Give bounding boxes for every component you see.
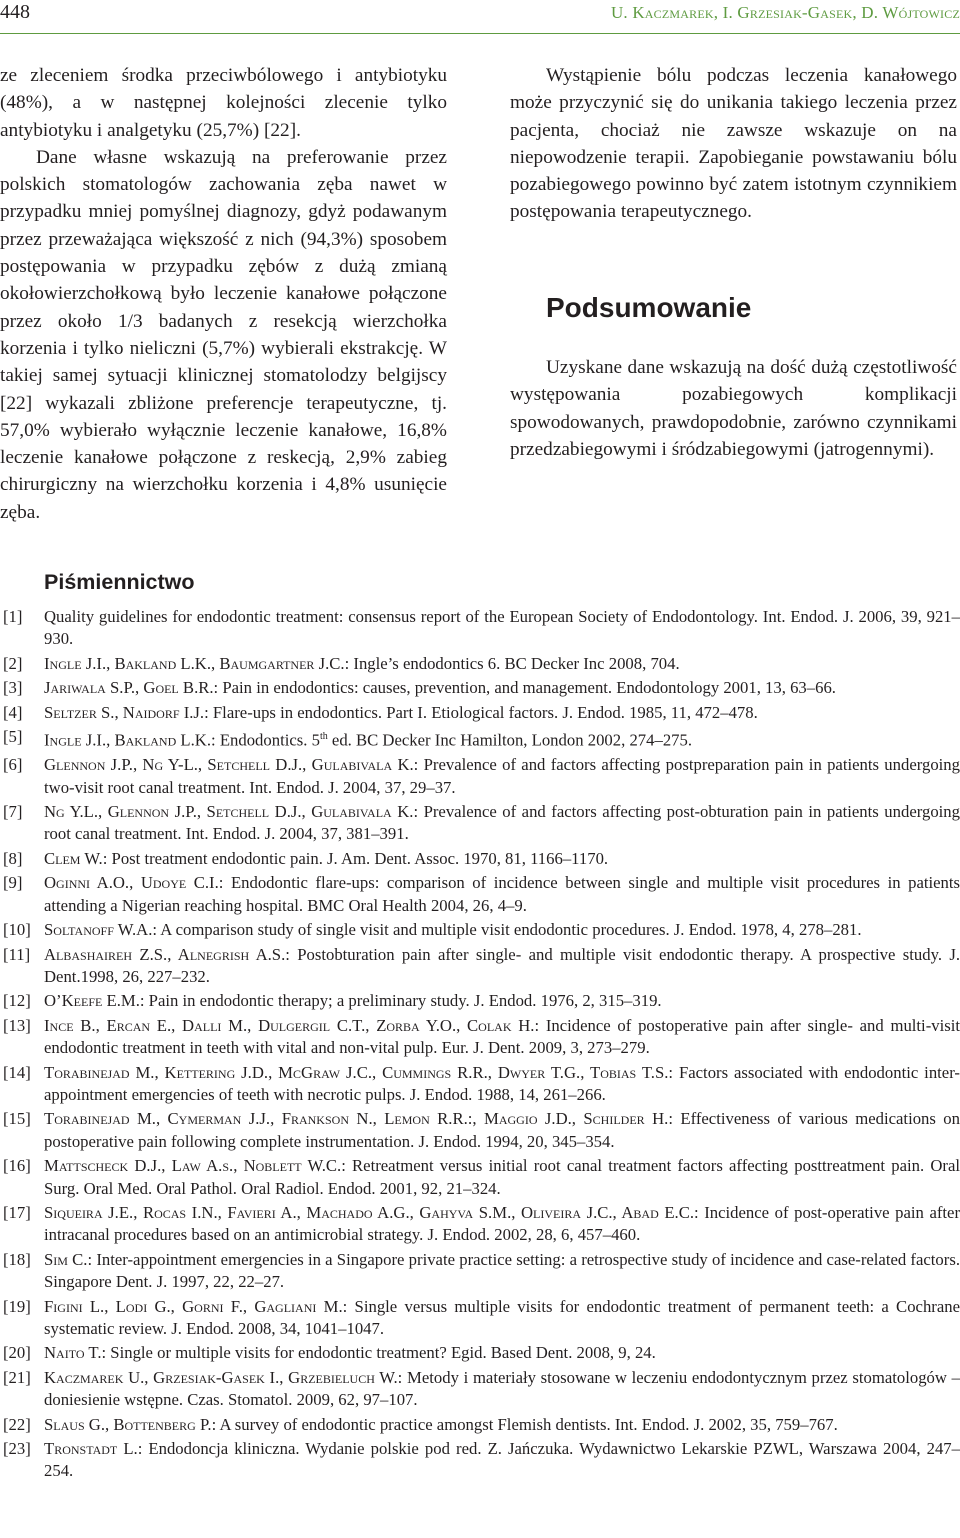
reference-text: : Endodoncja kliniczna. Wydanie polskie pod red. Z. Jańczuka. Wydawnictwo Lekarskie PZWL, Warszawa 2004, 247–254. [44,1439,960,1481]
header-rule [0,33,960,34]
reference-authors: Siqueira J.E., Rocas I.N., Favieri A., Machado A.G., Gahyva S.M., Oliveira J.C., Abad E.C. [44,1202,695,1222]
reference-number: [16] [3,1156,31,1176]
reference-item [0,1015,960,1060]
reference-text: : Endodontics. 5 [211,730,320,750]
running-head-authors: U. Kaczmarek, I. Grzesiak-Gasek, D. Wójtowicz [610,3,960,22]
reference-text: : Prevalence of and factors affecting postpreparation pain in patients undergoing two-visit root canal treatment. Int. Endod. J. 2004, 37, 29–37. [44,755,960,797]
reference-item [0,944,960,989]
reference-text: : Incidence of postoperative pain after single- and multi-visit endodontic treatment in teeth with vital and non-vital pulp. Eur. J. Dent. 2009, 3, 273–279. [44,1015,960,1058]
reference-text: : Single versus multiple visits for endodontic treatment of permanent teeth: a Cochrane systematic review. J. Endod. 2008, 34, 1041–1047. [44,1296,960,1338]
reference-item [0,1062,960,1107]
reference-item [0,702,960,724]
reference-item [0,726,960,752]
reference-text: Quality guidelines for endodontic treatment: consensus report of the European Society of Endodontology. Int. Endod. J. 2006, 39, 921–930. [44,607,960,649]
reference-authors: Slaus G., Bottenberg P. [44,1414,212,1434]
reference-item [0,919,960,941]
reference-authors: Seltzer S., Naidorf I.J. [44,702,205,722]
reference-text: : Retreatment versus initial root canal treatment factors affecting posttreatment pain. Oral Surg. Oral Med. Oral Pathol. Oral Radiol. Endod. 2001, 92, 21–324. [44,1156,960,1198]
reference-authors: Oginni A.O., Udoye C.I. [44,873,219,893]
reference-number: [10] [3,920,31,940]
reference-item [0,1367,960,1412]
left-column [0,62,447,526]
reference-item [0,848,960,870]
reference-item [0,801,960,846]
reference-number: [1] [3,607,23,626]
reference-text: : Incidence of post-operative pain after intracanal procedures based on an antimicrobial strategy. J. Endod. 2002, 28, 6, 457–460. [44,1202,960,1245]
reference-authors: Clem W. [44,848,103,868]
reference-text: : Ingle’s endodontics 6. BC Decker Inc 2008, 704. [344,653,680,673]
reference-number: [12] [3,991,31,1011]
reference-number: [23] [3,1439,31,1459]
reference-number: [8] [3,848,23,868]
reference-authors: Ince B., Ercan E., Dalli M., Dulgergil C.T., Zorba Y.O., Colak H. [44,1015,535,1035]
reference-item [0,872,960,917]
reference-item [0,653,960,675]
reference-number: [6] [3,755,23,775]
reference-item [0,990,960,1012]
reference-text: : Endodontic flare-ups: comparison of incidence between single and multiple visit procedures in patients attending a Nigerian reaching hospital. BMC Oral Health 2004, 26, 4–9. [44,873,960,915]
reference-authors: Torabinejad M., Kettering J.D., McGraw J.C., Cummings R.R., Dwyer T.G., Tobias T.S. [44,1062,669,1082]
reference-number: [22] [3,1414,31,1434]
reference-text: : A comparison study of single visit and multiple visit endodontic procedures. J. Endod. 1978, 4, 278–281. [152,920,862,940]
reference-text: : Effectiveness of various medications on postoperative pain following complete instrumentation. J. Endod. 1994, 20, 345–354. [44,1109,960,1151]
reference-authors: Figini L., Lodi G., Gorni F., Gagliani M. [44,1296,343,1316]
reference-authors: Sim C. [44,1249,88,1269]
reference-number: [7] [3,802,23,822]
reference-item [0,1296,960,1341]
reference-authors: Ng Y.L., Glennon J.P., Setchell D.J., Gulabivala K. [44,802,414,822]
reference-text-cont: ed. BC Decker Inc Hamilton, London 2002, 274–275. [327,730,693,750]
reference-number: [15] [3,1109,31,1129]
reference-item [0,1438,960,1483]
paragraph-pain: Wystąpienie bólu podczas leczenia kanałowego może przyczynić się do unikania takiego leczenia przez pacjenta, chociaż nie zawsze wskazuje on na niepowodzenie terapii. Zapobieganie powstawaniu bólu pozabiegowego powinno być zatem istotnym czynnikiem postępowania terapeutycznego. [510,65,957,223]
reference-item [0,1155,960,1200]
reference-number: [21] [3,1367,31,1387]
paragraph-own-data: Dane własne wskazują na preferowanie przez polskich stomatologów zachowania zęba nawet w przypadku mniej pomyślnej diagnozy, gdyż podawanym przez przeważająca większość z nich (94,3%) sposobem postępowania w przypadku zębów z dużą zmianą okołowierzchołkową było leczenie kanałowe połączone przez około 1/3 badanych z resekcją wierzchołka korzenia i tylko nieliczni (5,7%) wybierali ekstrakcję. W takiej samej sytuacji klinicznej stomatolodzy belgijscy [22] wykazali zbliżone preferencje terapeutyczne, tj. 57,0% wybierało wyłącznie leczenie kanałowe, 16,8% leczenie kanałowe połączone z reskecją, 2,9% zabieg chirurgiczny na wierzchołku korzenia i 4,8% usunięcie zęba. [0,146,447,523]
reference-text: : Postobturation pain after single- and multiple visit endodontic therapy. A prospective study. J. Dent.1998, 26, 227–232. [44,944,960,986]
reference-text: : Flare-ups in endodontics. Part I. Etiological factors. J. Endod. 1985, 11, 472–478. [204,702,758,722]
reference-authors: Ingle J.I., Bakland L.K. [44,730,212,750]
reference-number: [13] [3,1015,31,1035]
reference-item [0,1108,960,1153]
reference-authors: O’Keefe E.M. [44,991,140,1011]
reference-number: [19] [3,1296,31,1316]
reference-item [0,1249,960,1294]
reference-list [0,606,960,1485]
page-header [0,0,960,30]
reference-text: : Pain in endodontic therapy; a preliminary study. J. Endod. 1976, 2, 315–319. [139,991,662,1011]
reference-number: [14] [3,1062,31,1082]
reference-number: [5] [3,727,23,747]
reference-text: : Factors associated with endodontic inter-appointment emergencies of teeth with necrotic pulps. J. Endod. 1988, 14, 261–266. [44,1062,960,1104]
reference-authors: Tronstadt L. [44,1439,138,1459]
reference-text: : Inter-appointment emergencies in a Singapore private practice setting: a retrospective study of incidence and case-related factors. Singapore Dent. J. 1997, 22, 22–27. [44,1249,960,1292]
reference-item [0,1342,960,1364]
reference-number: [17] [3,1202,31,1222]
reference-text: : Pain in endodontics: causes, prevention, and management. Endodontology 2001, 13, 63–66. [213,678,836,698]
reference-text: : Single or multiple visits for endodontic treatment? Egid. Based Dent. 2008, 9, 24. [101,1343,656,1363]
reference-authors: Torabinejad M., Cymerman J.J., Frankson N., Lemon R.R.:, Maggio J.D., Schilder H. [44,1109,669,1129]
reference-number: [3] [3,678,23,698]
reference-authors: Albashaireh Z.S., Alnegrish A.S. [44,944,286,964]
reference-authors: Kaczmarek U., Grzesiak-Gasek I., Grzebieluch W. [44,1367,398,1387]
paragraph-summary: Uzyskane dane wskazują na dość dużą częstotliwość występowania pozabiegowych komplikacji spowodowanych, prawdopodobnie, zarówno czynnikami przedzabiegowymi i śródzabiegowymi (jatrogennymi). [510,357,957,460]
section-title-summary: Podsumowanie [546,292,752,323]
reference-text: : Metody i materiały stosowane w leczeniu endodontycznym przez stomatologów – doniesienie wstępne. Czas. Stomatol. 2009, 62, 97–107. [44,1367,960,1410]
reference-text: : Prevalence of and factors affecting post-obturation pain in patients undergoing root canal treatment. Int. Endod. J. 2004, 37, 381–391. [44,802,960,844]
page-number: 448 [0,1,30,23]
reference-item [0,754,960,799]
reference-text: : A survey of endodontic practice amongst Flemish dentists. Int. Endod. J. 2002, 35, 759–767. [211,1414,838,1434]
reference-authors: Mattscheck D.J., Law A.s., Noblett W.C. [44,1156,342,1176]
reference-number: [4] [3,702,23,722]
reference-number: [20] [3,1343,31,1363]
reference-item [0,1202,960,1247]
reference-number: [9] [3,873,23,893]
reference-item [0,677,960,699]
reference-authors: Soltanoff W.A. [44,920,153,940]
bibliography-title: Piśmiennictwo [44,570,195,594]
reference-authors: Glennon J.P., Ng Y-L., Setchell D.J., Gulabivala K. [44,755,414,775]
reference-item [0,1414,960,1436]
reference-number: [2] [3,653,23,673]
right-column [510,62,957,226]
reference-authors: Jariwala S.P., Goel B.R. [44,678,214,698]
paragraph-continued: ze zleceniem środka przeciwbólowego i antybiotyku (48%), a w następnej kolejności zlecenie tylko antybiotyku i analgetyku (25,7%) [22]. [0,65,447,141]
reference-authors: Ingle J.I., Bakland L.K., Baumgartner J.C. [44,653,345,673]
reference-text: : Post treatment endodontic pain. J. Am. Dent. Assoc. 1970, 81, 1166–1170. [102,848,609,868]
reference-superscript: th [319,731,328,743]
reference-item [0,606,960,651]
reference-number: [11] [3,944,31,964]
summary-block [510,354,957,463]
reference-authors: Naito T. [44,1343,102,1363]
reference-number: [18] [3,1249,31,1269]
